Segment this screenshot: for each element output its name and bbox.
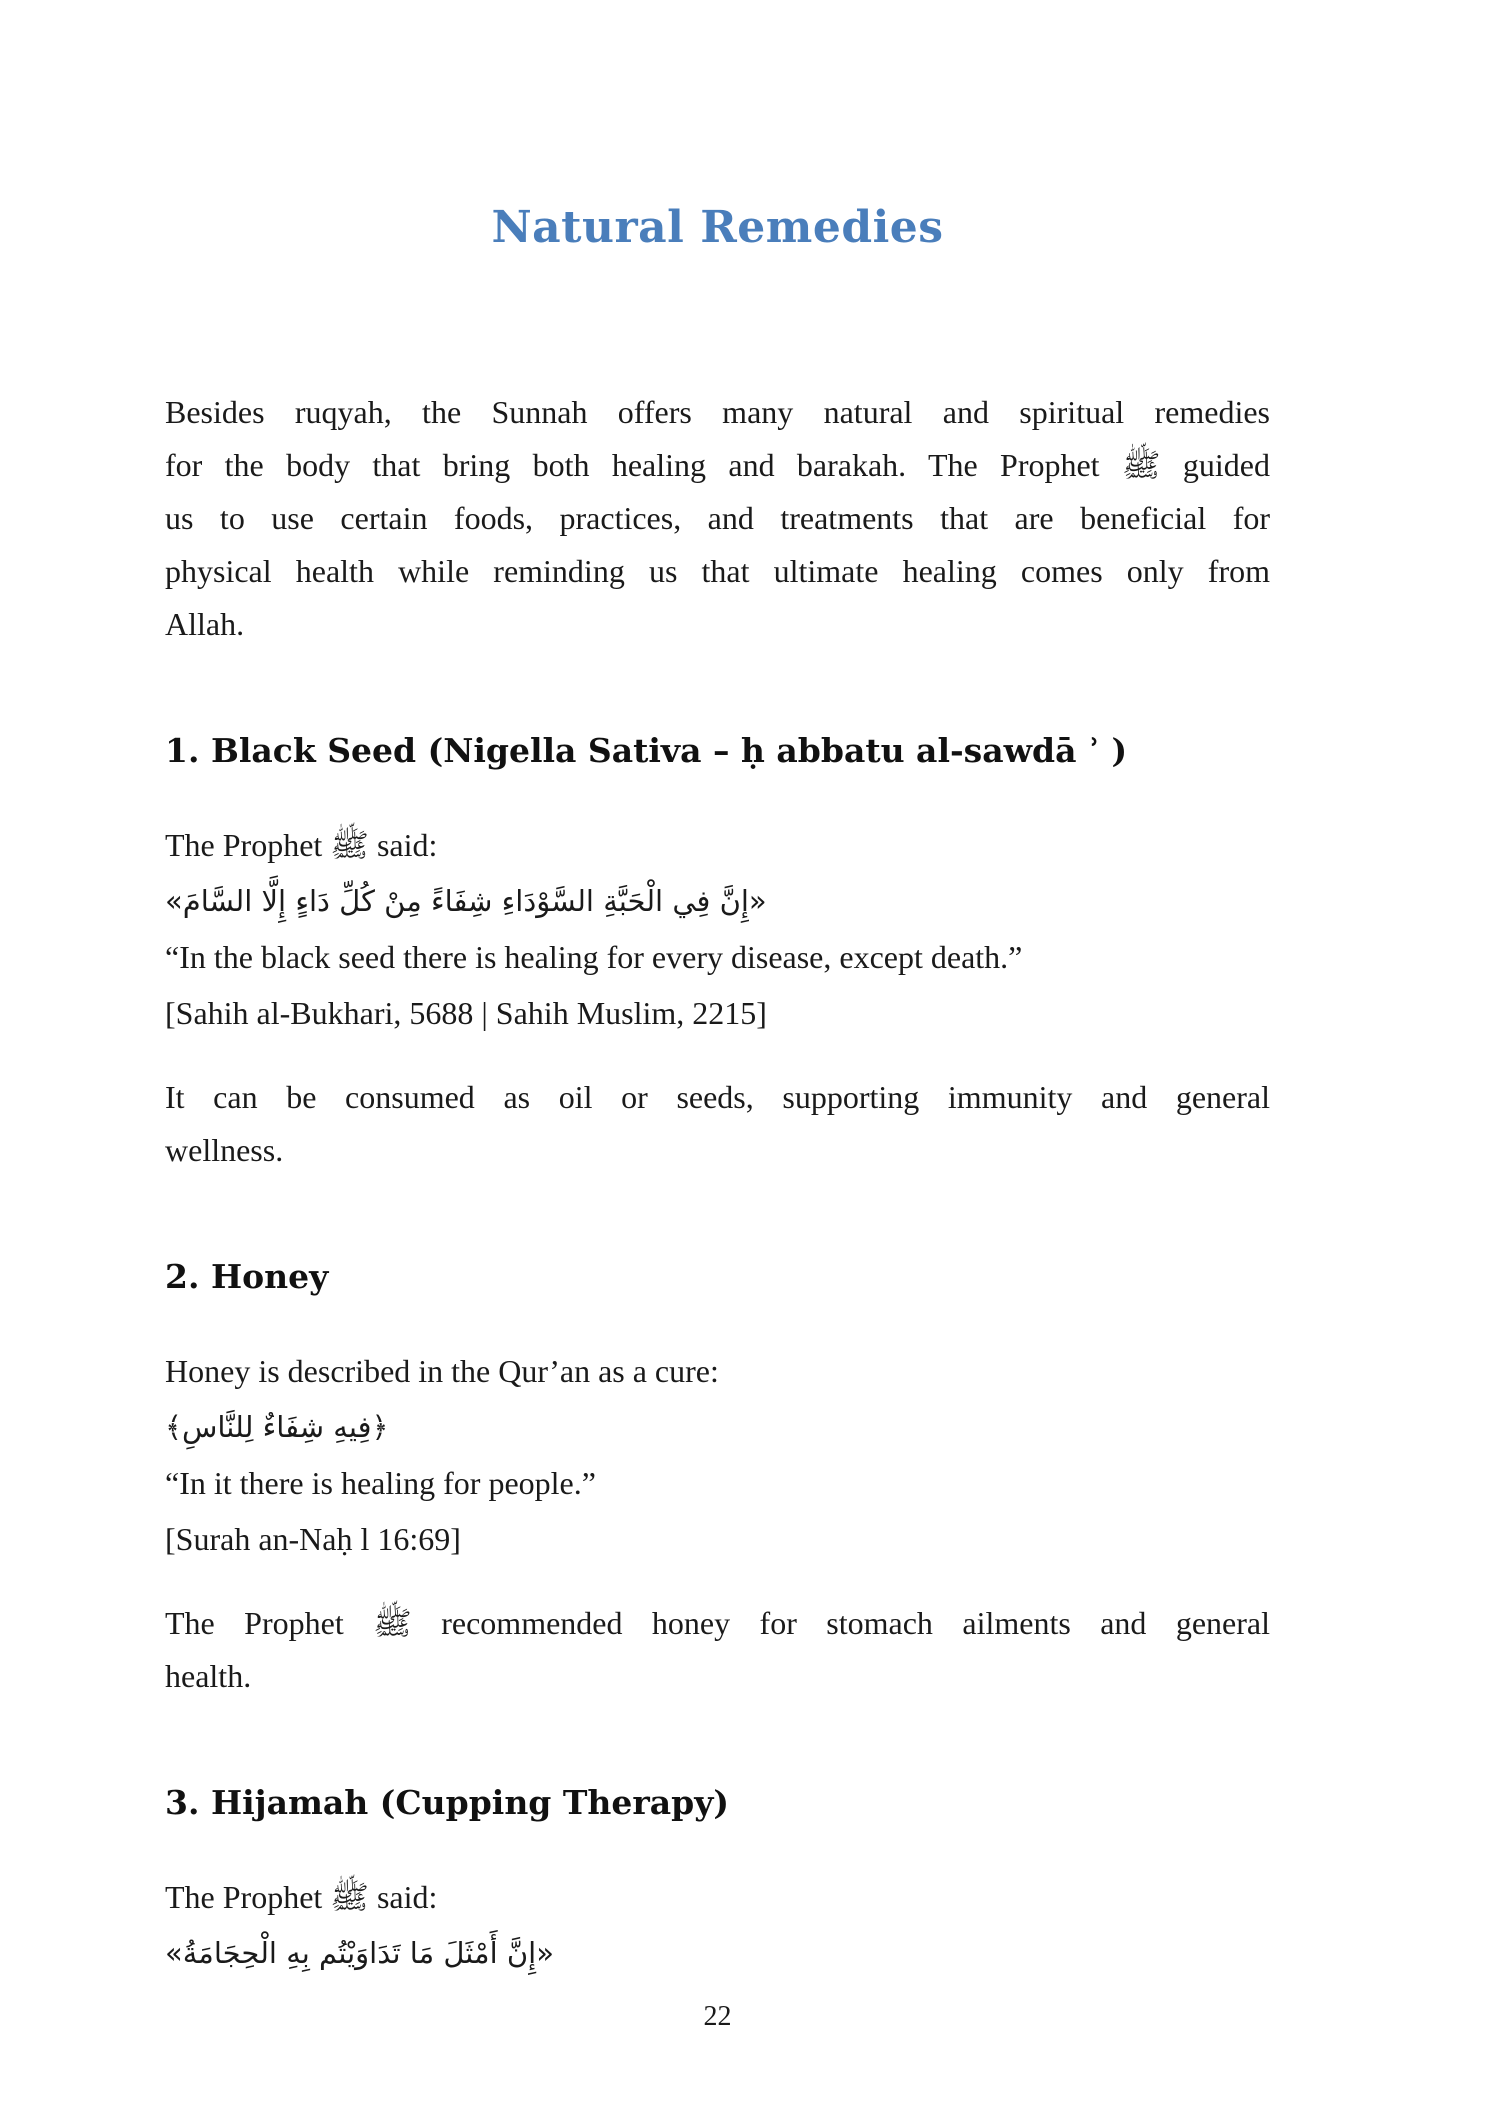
page-title: Natural Remedies — [491, 202, 944, 253]
section-heading-hijamah: 3. Hijamah (Cupping Therapy) — [165, 1783, 730, 1822]
intro-paragraph — [165, 386, 1270, 651]
arabic-hadith-hijamah: «إِنَّ أَمْثَلَ مَا تَدَاوَيْتُم بِهِ الْحِجَامَةُ» — [165, 1936, 554, 1970]
paragraph-line: wellness. — [165, 1132, 284, 1168]
body-paragraph-honey — [165, 1597, 1270, 1703]
paragraph-line: physical health while reminding us that ultimate healing comes only from — [165, 553, 1270, 589]
prophet-said-line-hijamah: The Prophet ﷺ said: — [165, 1879, 438, 1915]
verse-citation-honey: [Surah an-Naḥ l 16:69] — [165, 1521, 461, 1557]
quran-verse-arabic-honey: ﴿فِيهِ شِفَاءٌ لِلنَّاسِ﴾ — [165, 1410, 389, 1444]
page-content — [165, 0, 1270, 1981]
section-heading-black-seed: 1. Black Seed (Nigella Sativa – ḥ abbatu al-sawdā ʾ ) — [165, 731, 1128, 770]
section-lead-line-honey: Honey is described in the Qur’an as a cure: — [165, 1353, 719, 1389]
section-heading-honey: 2. Honey — [165, 1257, 329, 1296]
paragraph-line: Besides ruqyah, the Sunnah offers many natural and spiritual remedies — [165, 394, 1270, 430]
prophet-said-line: The Prophet ﷺ said: — [165, 827, 438, 863]
paragraph-line: us to use certain foods, practices, and treatments that are beneficial for — [165, 500, 1270, 536]
paragraph-line: health. — [165, 1658, 252, 1694]
paragraph-line: The Prophet ﷺ recommended honey for stomach ailments and general — [165, 1605, 1271, 1641]
paragraph-line: Allah. — [165, 606, 245, 642]
page-number: 22 — [703, 2001, 732, 2032]
hadith-citation-black-seed: [Sahih al-Bukhari, 5688 | Sahih Muslim, 2215] — [165, 995, 767, 1031]
hadith-translation-black-seed: “In the black seed there is healing for every disease, except death.” — [165, 939, 1023, 975]
body-paragraph-black-seed — [165, 1071, 1270, 1177]
paragraph-line: for the body that bring both healing and barakah. The Prophet ﷺ guided — [165, 447, 1271, 483]
arabic-hadith-black-seed: «إِنَّ فِي الْحَبَّةِ السَّوْدَاءِ شِفَاءً مِنْ كُلِّ دَاءٍ إِلَّا السَّامَ» — [165, 884, 767, 918]
paragraph-line: It can be consumed as oil or seeds, supporting immunity and general — [165, 1079, 1270, 1115]
verse-translation-honey: “In it there is healing for people.” — [165, 1465, 596, 1501]
